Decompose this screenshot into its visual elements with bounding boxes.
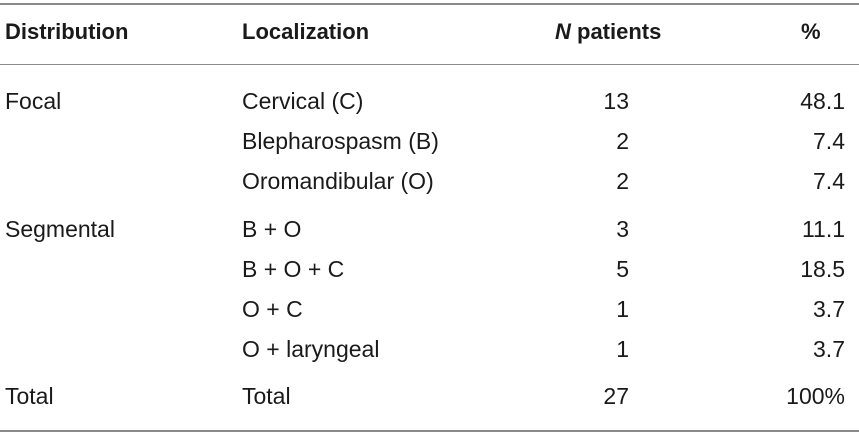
row-7-n: 27 [603, 383, 629, 409]
row-7-percent: 100% [786, 383, 845, 409]
table-header-rule [0, 64, 859, 65]
header-n-patients [555, 18, 661, 46]
row-4-percent: 18.5 [800, 256, 845, 282]
row-0-localization: Cervical (C) [242, 88, 364, 114]
row-7-localization: Total [242, 383, 291, 409]
header-distribution: Distribution [5, 19, 129, 44]
row-0-percent: 48.1 [800, 88, 845, 114]
row-3-distribution: Segmental [5, 216, 115, 242]
row-5-percent: 3.7 [813, 296, 845, 322]
row-4-n: 5 [616, 256, 629, 282]
row-6-percent: 3.7 [813, 336, 845, 362]
header-localization: Localization [242, 19, 370, 44]
row-7-distribution: Total [5, 383, 54, 409]
row-2-n: 2 [616, 168, 629, 194]
table-top-rule [0, 3, 859, 5]
row-0-n: 13 [603, 88, 629, 114]
header-percent: % [801, 19, 821, 44]
row-3-percent: 11.1 [801, 216, 845, 242]
header-n-label: patients [570, 19, 662, 44]
row-1-localization: Blepharospasm (B) [242, 128, 439, 154]
row-1-n: 2 [616, 128, 629, 154]
row-1-percent: 7.4 [813, 128, 845, 154]
row-6-n: 1 [616, 336, 629, 362]
row-3-localization: B + O [242, 216, 302, 242]
row-2-localization: Oromandibular (O) [242, 168, 434, 194]
row-6-localization: O + laryngeal [242, 336, 380, 362]
row-0-distribution: Focal [5, 88, 62, 114]
table-bottom-rule [0, 430, 859, 432]
row-4-localization: B + O + C [242, 256, 345, 282]
row-2-percent: 7.4 [813, 168, 845, 194]
row-3-n: 3 [616, 216, 629, 242]
row-5-n: 1 [616, 296, 629, 322]
header-n-symbol: N [555, 19, 571, 44]
row-5-localization: O + C [242, 296, 303, 322]
